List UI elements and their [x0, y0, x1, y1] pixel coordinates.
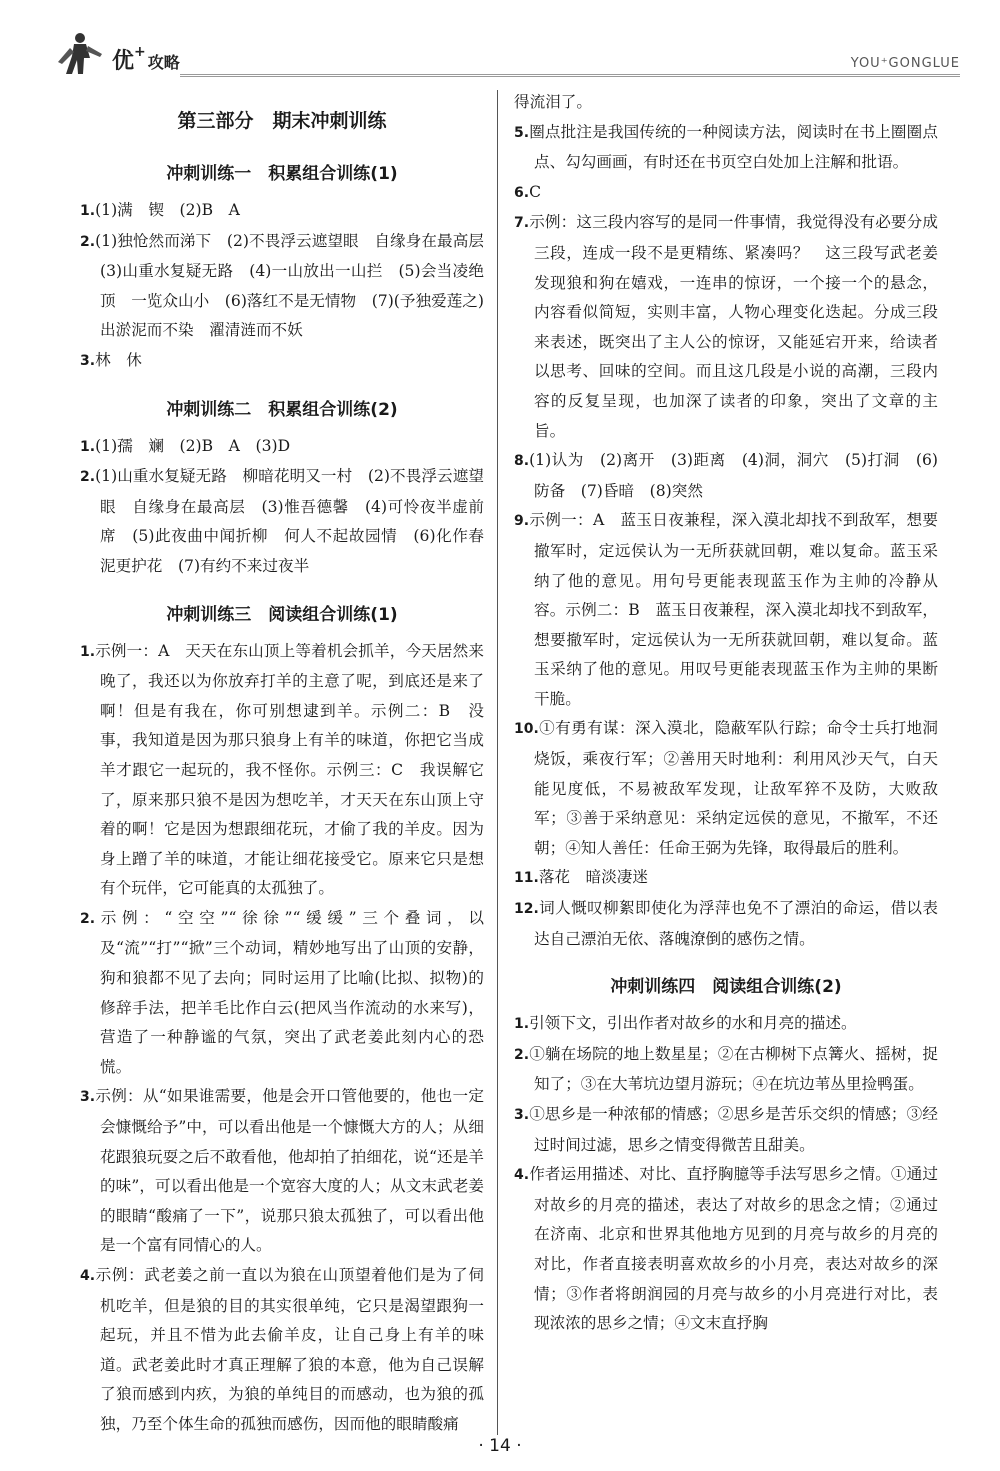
item-number: 3. [80, 352, 96, 369]
answer-item [514, 863, 938, 894]
item-text: ①思乡是一种浓郁的情感；②思乡是苦乐交织的情感；③经过时间过滤，思乡之情变得微苦且甜美。 [529, 1105, 938, 1154]
left-column [80, 86, 500, 1440]
answer-item [80, 1082, 484, 1261]
answer-item [514, 446, 938, 506]
answer-item [514, 178, 938, 209]
answer-item [514, 208, 938, 446]
item-text: (1)山重水复疑无路 柳暗花明又一村 (2)不畏浮云遮望眼 自缘身在最高层 (3)惟吾德馨 (4)可怜夜半虚前席 (5)此夜曲中闻折柳 何人不起故园情 (6)化作春泥更护花 (7)有约不来过夜半 [95, 467, 484, 575]
item-text: (1)独怆然而涕下 (2)不畏浮云遮望眼 自缘身在最高层 (3)山重水复疑无路 (4)一山放出一山拦 (5)会当凌绝顶 一览众山小 (6)落红不是无情物 (7)(予独爱莲之)出淤泥而不染 濯清涟而不妖 [95, 231, 500, 340]
header-rule [180, 74, 960, 77]
item-text: 词人慨叹柳絮即使化为浮萍也免不了漂泊的命运，借以表达自己漂泊无依、落魄潦倒的感伤之情。 [534, 899, 938, 948]
item-number: 9. [514, 513, 530, 530]
answer-item [80, 904, 484, 1083]
item-text: 示例：“空空”“徐徐”“缓缓”三个叠词，以及“流”“打”“掀”三个动词，精妙地写出了山顶的安静，狗和狼都不见了去向；同时运用了比喻(比拟、拟物)的修辞手法，把羊毛比作白云(把风当作流动的水来写)，营造了一种静谧的气氛，突出了武老姜此刻内心的恐慌。 [95, 908, 484, 1076]
item-number: 2. [80, 233, 96, 250]
item-text: ①有勇有谋：深入漠北，隐蔽军队行踪；命令士兵打地洞烧饭，乘夜行军；②善用天时地利：利用风沙天气，白天能见度低，不易被敌军发现，让敌军猝不及防，大败敌军；③善于采纳意见：采纳定远侯的意见，不撤军，不还朝；④知人善任：任命王弼为先锋，取得最后的胜利。 [534, 719, 938, 857]
item-text: C [529, 182, 541, 201]
item-number: 2. [80, 469, 96, 486]
item-number: 2. [80, 910, 96, 927]
answer-item [80, 637, 484, 904]
section-title: 冲刺训练一 积累组合训练(1) [166, 164, 398, 184]
answer-item [80, 462, 484, 581]
item-text: 引领下文，引出作者对故乡的水和月亮的描述。 [529, 1014, 857, 1033]
item-text: 示例：从“如果谁需要，他是会开口管他要的，他也一定会慷慨给予”中，可以看出他是一个慷慨大方的人；从细花跟狼玩耍之后不敢看他，他却拍了拍细花，说“还是羊的味”，可以看出他是一个宽容大度的人；从文末武老姜的眼睛“酸痛了一下”，说那只狼太孤独了，可以看出他是一个富有同情心的人。 [95, 1087, 484, 1255]
right-column [514, 86, 938, 1339]
item-number: 5. [514, 124, 530, 141]
item-number: 3. [514, 1107, 530, 1123]
answer-item [514, 1040, 938, 1100]
item-text: (1)孺 斓 (2)B A (3)D [95, 436, 291, 455]
answer-item [514, 714, 938, 863]
item-text: 林 休 [95, 350, 142, 369]
item-text: 作者运用描述、对比、直抒胸臆等手法写思乡之情。①通过对故乡的月亮的描述，表达了对故乡的思念之情；②通过在济南、北京和世界其他地方见到的月亮与故乡的月亮的对比，作者直接表明喜欢故乡的小月亮，表达对故乡的深情；③作者将朗润园的月亮与故乡的小月亮进行对比，表现浓浓的思乡之情；④文末直抒胸 [529, 1165, 938, 1333]
logo-sub: 攻略 [147, 53, 180, 72]
page-header [40, 30, 960, 80]
item-text: 示例一：A 蓝玉日夜兼程，深入漠北却找不到敌军，想要撤军时，定远侯认为一无所获就回朝，难以复命。蓝玉采纳了他的意见。用句号更能表现蓝玉作为主帅的冷静从容。示例二：B 蓝玉日夜兼程，深入漠北却找不到敌军，想要撤军时，定远侯认为一无所获就回朝，难以复命。蓝玉采纳了他的意见。用叹号更能表现蓝玉作为主帅的果断干脆。 [529, 511, 938, 708]
answer-item [80, 1261, 484, 1440]
page-number: · 14 · [478, 1436, 522, 1456]
item-text: 示例：这三段内容写的是同一件事情，我觉得没有必要分成三段，连成一段不是更精练、紧凑吗？ 这三段写武老姜发现狼和狗在嬉戏，一连串的惊讶，一个接一个的悬念，内容看似简短，实则丰富，人物心理变化迭起。分成三段来表述，既突出了主人公的惊讶，又能延宕开来，给读者以思考、回味的空间。而且这几段是小说的高潮，三段内容的反复呈现，也加深了读者的印象，突出了文章的主旨。 [529, 213, 938, 440]
item-text: (1)满 锲 (2)B A [95, 201, 240, 219]
item-number: 8. [514, 453, 530, 470]
logo-plus: + [134, 44, 146, 60]
item-text: 示例：武老姜之前一直以为狼在山顶望着他们是为了伺机吃羊，但是狼的目的其实很单纯，它只是渴望跟狗一起玩，并且不惜为此去偷羊皮，让自己身上有羊的味道。武老姜此时才真正理解了狼的本意，他为自己误解了狼而感到内疚，为狼的单纯目的而感动，也为狼的孤独，乃至个体生命的孤独而感伤，因而他的眼睛酸痛 [95, 1266, 484, 1433]
item-text: (1)认为 (2)离开 (3)距离 (4)洞，洞穴 (5)打洞 (6)防备 (7)昏暗 (8)突然 [529, 451, 938, 500]
answer-item [514, 1009, 938, 1040]
answer-item [80, 227, 500, 346]
item-number: 12. [514, 901, 539, 918]
section-title: 冲刺训练三 阅读组合训练(1) [166, 604, 398, 625]
part-title: 第三部分 期末冲刺训练 [177, 110, 387, 132]
answer-item [80, 196, 484, 227]
item-text: 圈点批注是我国传统的一种阅读方法，阅读时在书上圈圈点点、勾勾画画，有时还在书页空白处加上注解和批语。 [529, 122, 938, 172]
answer-item [514, 1160, 938, 1339]
answer-item [514, 1100, 938, 1160]
answer-item [80, 346, 484, 377]
section-title: 冲刺训练二 积累组合训练(2) [166, 399, 398, 420]
item-number: 1. [514, 1016, 530, 1033]
item-text: 得流泪了。 [514, 93, 592, 111]
answer-item [80, 432, 484, 463]
logo-main: 优 [112, 49, 135, 74]
item-number: 11. [514, 870, 539, 887]
item-number: 10. [514, 721, 539, 738]
item-text: ①躺在场院的地上数星星；②在古柳树下点篝火、摇树，捉知了；③在大苇坑边望月游玩；④在坑边苇丛里捡鸭蛋。 [529, 1044, 938, 1094]
item-number: 1. [80, 203, 96, 219]
item-number: 7. [514, 215, 530, 232]
item-text: 落花 暗淡凄迷 [538, 868, 648, 887]
item-number: 4. [514, 1167, 530, 1184]
logo-text [112, 44, 180, 75]
answer-item-continued [514, 88, 938, 118]
brand-logo [40, 30, 240, 80]
section-title: 冲刺训练四 阅读组合训练(2) [610, 977, 842, 998]
item-number: 3. [80, 1089, 96, 1106]
header-brand-text: YOU⁺GONGLUE [850, 56, 960, 71]
item-number: 1. [80, 438, 96, 455]
answer-item [514, 506, 938, 714]
item-number: 6. [514, 184, 530, 201]
item-number: 2. [514, 1046, 530, 1063]
item-number: 4. [80, 1268, 96, 1284]
item-number: 1. [80, 643, 96, 660]
answer-item [514, 894, 938, 954]
item-text: 示例一：A 天天在东山顶上等着机会抓羊，今天居然来晚了，我还以为你放弃打羊的主意了呢，到底还是来了啊！但是有我在，你可别想逮到羊。示例二：B 没事，我知道是因为那只狼身上有羊的味道，你把它当成羊才跟它一起玩的，我不怪你。示例三：C 我误解它了，原来那只狼不是因为想吃羊，才天天在东山顶上守着的啊！它是因为想跟细花玩，才偷了我的羊皮。因为身上蹭了羊的味道，才能让细花接受它。原来它只是想有个玩伴，它可能真的太孤独了。 [95, 641, 484, 898]
answer-item [514, 118, 938, 178]
runner-figure-icon [50, 32, 108, 76]
column-divider [497, 90, 498, 1435]
